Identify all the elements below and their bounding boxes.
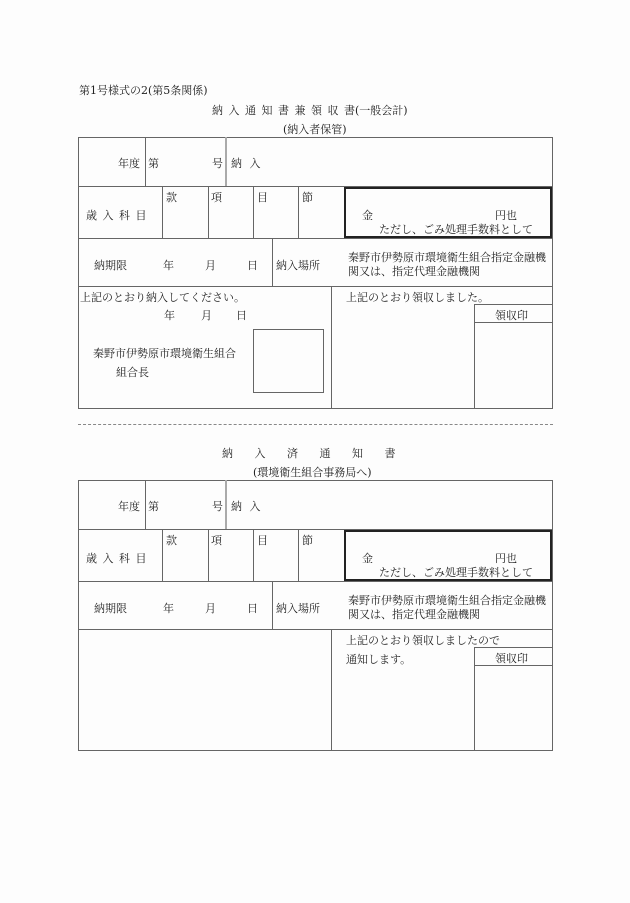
issuer-line1: 秦野市伊勢原市環境衛生組合 [93,347,236,360]
section2-subtitle: (環境衛生組合事務局へ) [253,466,372,479]
place-value-2: 関又は、指定代理金融機関 [348,608,480,621]
date-day: 日 [236,309,247,322]
stamp-label: 領収印 [495,652,528,665]
year-label: 年度 [118,157,140,170]
place-value-1: 秦野市伊勢原市環境衛生組合指定金融機 [348,251,546,264]
deadline-label: 納期限 [94,602,127,615]
date-year: 年 [164,309,175,322]
receipt-text: 上記のとおり領収しました。 [346,291,489,304]
deadline-day: 日 [247,602,258,615]
amount-prefix: 金 [362,552,373,565]
number-suffix: 号 [212,157,223,170]
col-moku: 目 [257,534,268,547]
place-label: 納入場所 [276,259,320,272]
number-suffix: 号 [212,500,223,513]
year-label: 年度 [118,500,140,513]
deadline-year: 年 [163,602,174,615]
col-kou: 項 [211,191,222,204]
col-kou: 項 [211,534,222,547]
cut-line [78,424,553,425]
seal-box [253,329,324,393]
number-prefix: 第 [148,157,159,170]
date-month: 月 [201,309,212,322]
deadline-day: 日 [247,259,258,272]
request-text: 上記のとおり納入してください。 [80,291,245,304]
deadline-year: 年 [163,259,174,272]
section2-title: 納 入 済 通 知 書 [222,447,396,460]
receipt-text-2: 通知します。 [346,653,412,666]
amount-note: ただし、ごみ処理手数料として [379,566,533,579]
payment-label: 納 入 [231,157,261,170]
col-kan: 款 [166,534,177,547]
col-setsu: 節 [302,191,313,204]
receipt-text-1: 上記のとおり領収しましたので [346,634,500,647]
form-number: 第1号様式の2(第5条関係) [79,84,208,97]
col-moku: 目 [257,191,268,204]
deadline-month: 月 [205,259,216,272]
amount-suffix: 円也 [495,552,517,565]
number-prefix: 第 [148,500,159,513]
section1-subtitle: (納入者保管) [283,123,347,136]
amount-suffix: 円也 [495,209,517,222]
col-kan: 款 [166,191,177,204]
issuer-line2: 組合長 [116,366,149,379]
payment-label: 納 入 [231,500,261,513]
section1-title: 納 入 通 知 書 兼 領 収 書(一般会計) [212,104,408,117]
amount-prefix: 金 [362,209,373,222]
account-label: 歳 入 科 目 [86,209,147,222]
col-setsu: 節 [302,534,313,547]
place-label: 納入場所 [276,602,320,615]
place-value-1: 秦野市伊勢原市環境衛生組合指定金融機 [348,594,546,607]
deadline-label: 納期限 [94,259,127,272]
stamp-label: 領収印 [495,309,528,322]
account-label: 歳 入 科 目 [86,552,147,565]
place-value-2: 関又は、指定代理金融機関 [348,265,480,278]
amount-note: ただし、ごみ処理手数料として [379,223,533,236]
deadline-month: 月 [205,602,216,615]
